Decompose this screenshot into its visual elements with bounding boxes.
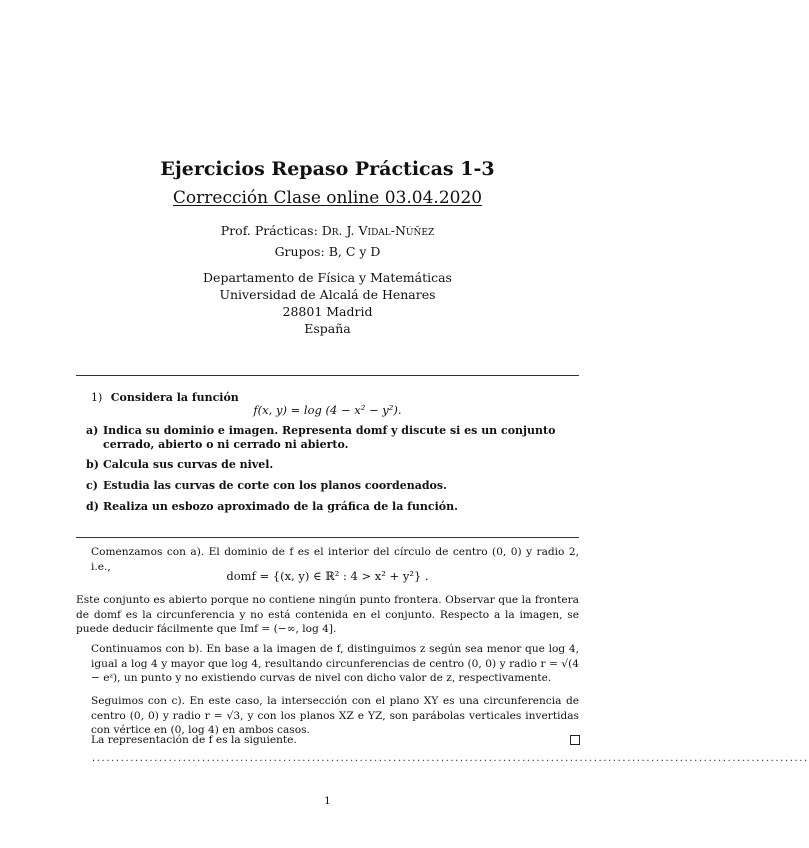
dotted-separator: ...................................................................................................................................................... [92,753,809,764]
problem-formula: f(x, y) = log (4 − x² − y²). [253,403,402,417]
groups-line: Grupos: B, C y D [274,244,381,259]
divider-top [76,375,579,376]
affiliation-city: 28801 Madrid [282,304,373,319]
problem-number: 1) [91,391,103,404]
solution-paragraph-d [76,733,579,748]
professor-name: Dr. J. Vidal-Núñez [321,223,435,238]
solution-paragraph-a2 [76,593,579,637]
item-label: b) [86,458,99,471]
problem-text: Considera la función [110,391,239,404]
page-number: 1 [324,795,331,807]
item-label: c) [86,479,98,492]
domain-formula: domf = {(x, y) ∈ ℝ² : 4 > x² + y²} . [226,569,429,583]
item-text: Indica su dominio e imagen. Representa domf y discute si es un conjunto cerrado, abierto o ni cerrado ni abierto. [103,424,556,451]
affiliation-university: Universidad de Alcalá de Henares [219,287,436,302]
solution-paragraph-b [76,642,579,686]
affiliation-department: Departamento de Física y Matemáticas [203,270,452,285]
item-text: Calcula sus curvas de nivel. [103,458,274,471]
divider-solution [76,537,579,538]
solution-text-d: La representación de f es la siguiente. [91,734,297,746]
solution-text-b: Continuamos con b). En base a la imagen de f, distinguimos z según sea menor que log 4, igual a log 4 y mayor que log 4, resultando circunferencias de centro (0, 0) y radio r = √(4 − eᶻ), un punto y no existiendo curvas de nivel con dicho valor de z, respectivamente. [91,643,579,684]
document-subtitle [0,188,655,208]
solution-text-c: Seguimos con c). En este caso, la intersección con el plano XY es una circunferencia de centro (0, 0) y radio r = √3, y con los planos XZ e YZ, son parábolas verticales invertidas con vértice en (0, log 4) en ambos casos. [91,695,579,736]
solution-text-a2: Este conjunto es abierto porque no contiene ningún punto frontera. Observar que la frontera de domf es la circunferencia y no está contenida en el conjunto. Respecto a la imagen, se puede deducir fácilmente que Imf = (−∞, log 4]. [76,594,579,635]
document-title: Ejercicios Repaso Prácticas 1-3 [160,158,495,180]
subtitle-text: Corrección Clase online 03.04.2020 [172,188,483,208]
solution-paragraph-c [76,694,579,738]
item-text: Estudia las curvas de corte con los planos coordenados. [103,479,447,492]
affiliation-country: España [304,321,351,336]
item-label: d) [86,500,99,513]
qed-square-icon [570,735,580,745]
item-text: Realiza un esbozo aproximado de la gráfica de la función. [103,500,458,513]
professor-line [0,223,655,238]
professor-prefix: Prof. Prácticas: [220,223,322,238]
item-label: a) [86,424,99,437]
solution-text-a: Comenzamos con a). El dominio de f es el interior del círculo de centro (0, 0) y radio 2, i.e., [91,546,579,573]
